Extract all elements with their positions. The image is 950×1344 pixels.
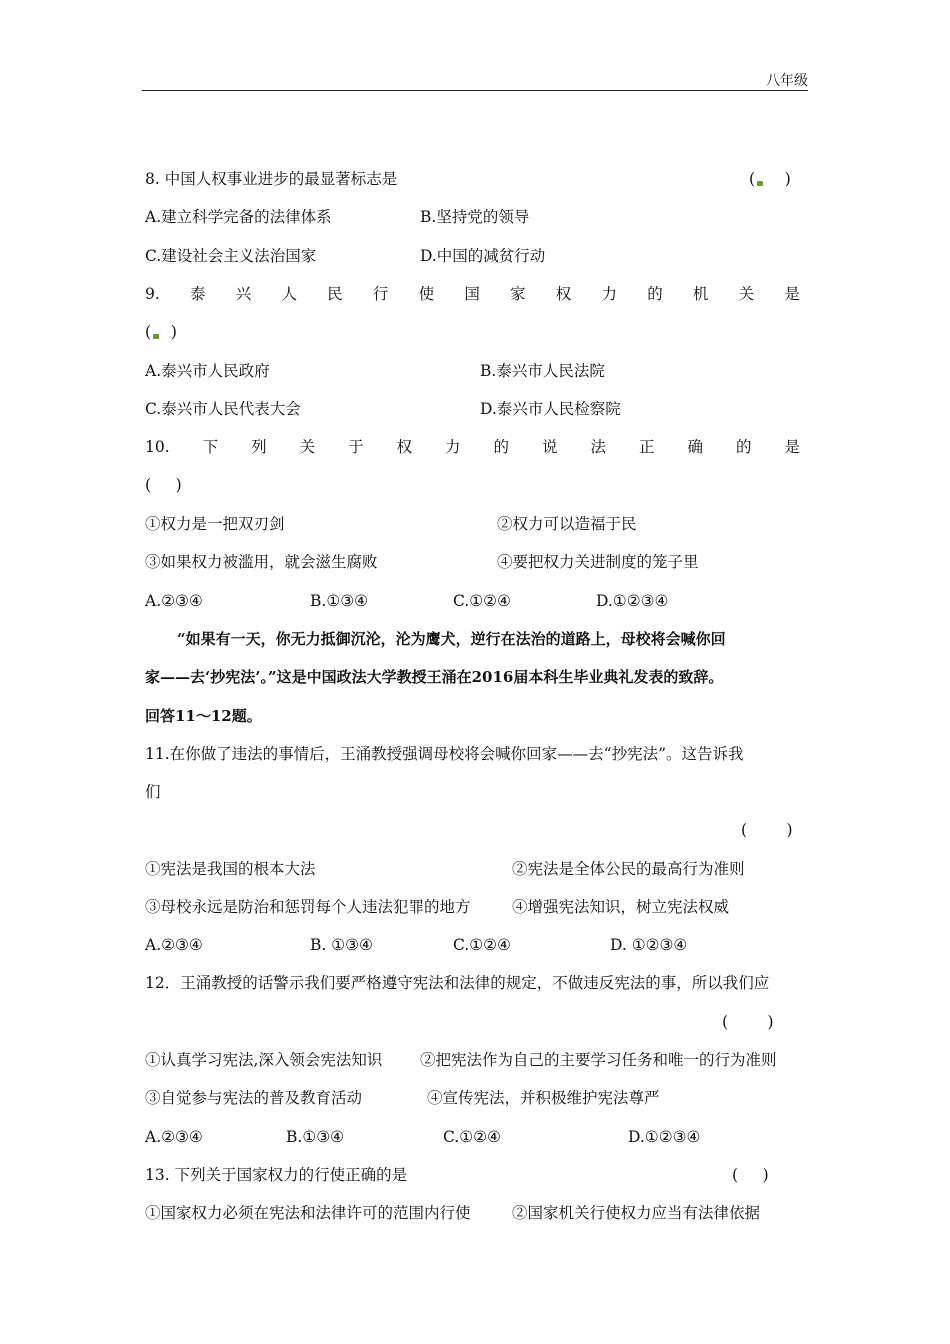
q13-statement-2: ②国家机关行使权力应当有法律依据 <box>512 1204 761 1222</box>
q10-stem-char: 关 <box>299 438 316 456</box>
q11-stem-line-1: 11.在你做了违法的事情后，王涌教授强调母校将会喊你回家——去“抄宪法”。这告诉我 <box>145 745 744 763</box>
q10-stem-char: 说 <box>542 438 558 456</box>
q9-stem-char: 权 <box>555 285 572 303</box>
q9-stem-char: 9. <box>145 285 160 303</box>
q10-stem-char: 权 <box>396 438 413 456</box>
q12-stem: 12．王涌教授的话警示我们要严格遵守宪法和法律的规定，不做违反宪法的事，所以我们应 <box>145 974 770 992</box>
q9-option-c: C.泰兴市人民代表大会 <box>145 400 301 418</box>
q9-option-a: A.泰兴市人民政府 <box>145 362 270 380</box>
q12-option-b: B.①③④ <box>286 1128 345 1146</box>
q13-stem: 13. 下列关于国家权力的行使正确的是 <box>145 1166 408 1184</box>
q9-stem-char: 民 <box>327 285 343 303</box>
q9-stem-char: 使 <box>418 285 435 303</box>
q9-stem-char: 人 <box>281 285 297 303</box>
q9-stem-char: 力 <box>601 285 617 303</box>
q10-stem-char: 法 <box>590 438 607 456</box>
q12-answer-paren: ( ) <box>722 1013 774 1031</box>
q12-statement-3: ③自觉参与宪法的普及教育活动 <box>145 1089 363 1107</box>
q11-option-d: D. ①②③④ <box>610 936 688 954</box>
q11-option-b: B. ①③④ <box>310 936 373 954</box>
q10-statement-2: ②权力可以造福于民 <box>497 515 637 533</box>
q11-statement-1: ①宪法是我国的根本大法 <box>145 860 316 878</box>
answer-mark-icon <box>757 181 763 186</box>
q11-option-c: C.①②④ <box>453 936 511 954</box>
q10-stem-char: 列 <box>251 438 267 456</box>
q10-stem-char: 于 <box>348 438 364 456</box>
passage-line-1: “如果有一天，你无力抵御沉沦，沦为鹰犬，逆行在法治的道路上，母校将会喊你回 <box>177 630 726 648</box>
q10-option-a: A.②③④ <box>145 592 203 610</box>
q9-answer-paren: ( ) <box>145 323 177 341</box>
q8-option-c: C.建设社会主义法治国家 <box>145 247 317 265</box>
q9-stem <box>145 284 800 304</box>
q13-answer-paren: ( ) <box>732 1166 769 1184</box>
header-rule <box>142 90 808 91</box>
q8-option-a: A.建立科学完备的法律体系 <box>145 208 332 226</box>
q10-stem-char: 的 <box>493 438 510 456</box>
q11-option-a: A.②③④ <box>145 936 203 954</box>
q8-answer-paren: ( ) <box>749 170 791 188</box>
q10-stem-char: 力 <box>445 438 461 456</box>
q10-option-b: B.①③④ <box>310 592 369 610</box>
q8-option-d: D.中国的减贫行动 <box>420 247 546 265</box>
q10-stem-char: 确 <box>687 438 703 456</box>
q10-answer-paren: ( ) <box>145 476 182 494</box>
q10-option-c: C.①②④ <box>453 592 511 610</box>
answer-mark-icon <box>153 334 159 339</box>
q9-stem-char: 关 <box>738 285 755 303</box>
q9-stem-char: 家 <box>510 285 526 303</box>
passage-line-2: 家——去‘抄宪法’。”这是中国政法大学教授王涌在2016届本科生毕业典礼发表的致辞。 <box>145 668 724 686</box>
q10-stem-char: 的 <box>735 438 752 456</box>
q10-option-d: D.①②③④ <box>596 592 669 610</box>
q10-statement-3: ③如果权力被滥用，就会滋生腐败 <box>145 553 378 571</box>
q10-stem <box>145 437 800 457</box>
q9-option-d: D.泰兴市人民检察院 <box>480 400 621 418</box>
q12-statement-4: ④宣传宪法，并积极维护宪法尊严 <box>427 1089 660 1107</box>
q10-stem-char: 10. <box>145 438 170 456</box>
q10-stem-char: 是 <box>784 438 800 456</box>
q9-stem-char: 行 <box>372 285 389 303</box>
q10-statement-1: ①权力是一把双刃剑 <box>145 515 285 533</box>
q11-statement-3: ③母校永远是防治和惩罚每个人违法犯罪的地方 <box>145 898 471 916</box>
passage-line-3: 回答11～12题。 <box>145 707 262 725</box>
q12-statement-1: ①认真学习宪法,深入领会宪法知识 <box>145 1051 383 1069</box>
q9-stem-char: 兴 <box>235 285 252 303</box>
q9-stem-char: 是 <box>784 285 800 303</box>
q13-statement-1: ①国家权力必须在宪法和法律许可的范围内行使 <box>145 1204 471 1222</box>
q11-answer-paren: ( ) <box>741 821 793 839</box>
q11-statement-2: ②宪法是全体公民的最高行为准则 <box>512 860 745 878</box>
q10-stem-char: 正 <box>638 438 655 456</box>
q12-option-a: A.②③④ <box>145 1128 203 1146</box>
q9-stem-char: 国 <box>464 285 480 303</box>
header-grade: 八年级 <box>766 73 808 89</box>
q12-statement-2: ②把宪法作为自己的主要学习任务和唯一的行为准则 <box>420 1051 777 1069</box>
q9-stem-char: 机 <box>692 285 709 303</box>
q11-statement-4: ④增强宪法知识，树立宪法权威 <box>512 898 730 916</box>
q9-stem-char: 泰 <box>190 285 206 303</box>
q8-option-b: B.坚持党的领导 <box>420 208 530 226</box>
q10-statement-4: ④要把权力关进制度的笼子里 <box>497 553 699 571</box>
q8-stem: 8. 中国人权事业进步的最显著标志是 <box>145 170 398 188</box>
q11-stem-line-2: 们 <box>145 783 161 801</box>
q12-option-d: D.①②③④ <box>628 1128 701 1146</box>
q10-stem-char: 下 <box>202 438 219 456</box>
q9-option-b: B.泰兴市人民法院 <box>480 362 605 380</box>
q12-option-c: C.①②④ <box>443 1128 501 1146</box>
q9-stem-char: 的 <box>647 285 663 303</box>
